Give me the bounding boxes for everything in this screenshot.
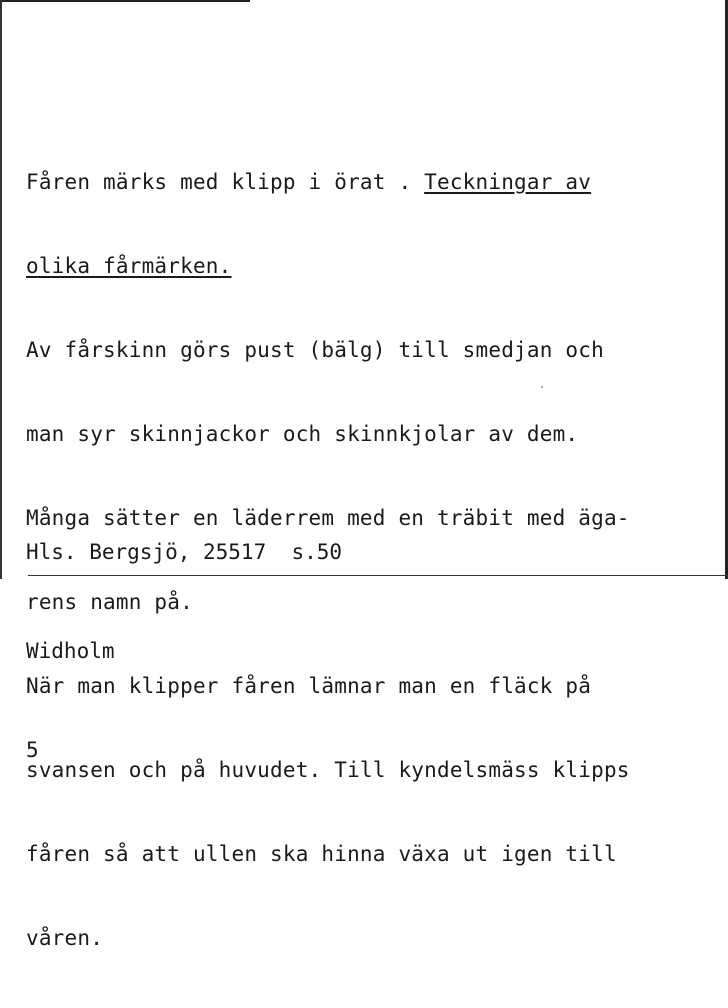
text-line: Många sätter en läderrem med en träbit med äga- xyxy=(26,506,630,530)
recorder-name: Widholm xyxy=(26,639,115,663)
card-footer xyxy=(26,470,342,833)
card-left-edge xyxy=(0,0,2,579)
text-line: våren. xyxy=(26,926,104,950)
text-line: Fåren märks med klipp i örat . Teckningar av xyxy=(26,170,592,194)
card-top-edge xyxy=(0,0,250,2)
speck-mark xyxy=(541,386,543,388)
text-line: svansen och på huvudet. Till kyndelsmäss klipps xyxy=(26,758,630,782)
source-reference: Hls. Bergsjö, 25517 s.50 xyxy=(26,540,343,564)
text-line: När man klipper fåren lämnar man en fläck på xyxy=(26,674,592,698)
text-line: rens namn på. xyxy=(26,590,193,614)
card-number: 5 xyxy=(26,738,39,762)
text-line: olika fårmärken. xyxy=(26,254,232,278)
text-line: man syr skinnjackor och skinnkjolar av dem. xyxy=(26,422,579,446)
text-line: Av fårskinn görs pust (bälg) till smedjan och xyxy=(26,338,604,362)
text-line: fåren så att ullen ska hinna växa ut igen till xyxy=(26,842,617,866)
